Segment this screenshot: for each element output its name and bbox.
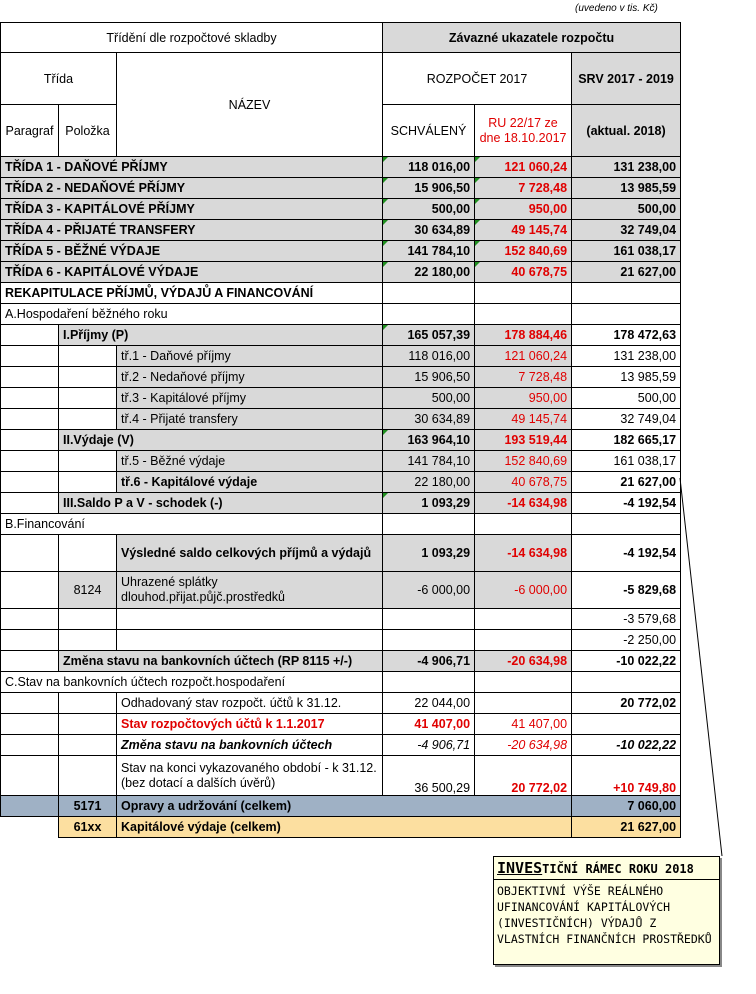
row-label: tř.4 - Přijaté transfery (117, 409, 383, 430)
value-schvaleny: -4 906,71 (383, 735, 475, 756)
row-label: TŘÍDA 1 - DAŇOVÉ PŘÍJMY (1, 157, 383, 178)
value-srv: -4 192,54 (572, 535, 681, 572)
value-ru: -20 634,98 (475, 735, 572, 756)
header-rozpocet: ROZPOČET 2017 (383, 53, 572, 105)
value-schvaleny: 1 093,29 (383, 493, 475, 514)
value-ru: 121 060,24 (475, 346, 572, 367)
value-ru: 49 145,74 (475, 409, 572, 430)
row-label: I.Příjmy (P) (59, 325, 383, 346)
polozka-code: 8124 (59, 572, 117, 609)
value-srv: 500,00 (572, 199, 681, 220)
value-srv: 32 749,04 (572, 220, 681, 241)
value-schvaleny: 118 016,00 (383, 157, 475, 178)
value-srv: 21 627,00 (572, 262, 681, 283)
value-ru: 41 407,00 (475, 714, 572, 735)
section-b: B.Financování (1, 514, 383, 535)
row-label: tř.2 - Nedaňové příjmy (117, 367, 383, 388)
value-srv: 178 472,63 (572, 325, 681, 346)
value-schvaleny: 22 180,00 (383, 262, 475, 283)
value-schvaleny: 500,00 (383, 199, 475, 220)
value-schvaleny: 30 634,89 (383, 220, 475, 241)
section-a: A.Hospodaření běžného roku (1, 304, 383, 325)
value-schvaleny: 500,00 (383, 388, 475, 409)
value-schvaleny: 141 784,10 (383, 241, 475, 262)
value-schvaleny: 30 634,89 (383, 409, 475, 430)
value-srv: -10 022,22 (572, 651, 681, 672)
value-srv: 161 038,17 (572, 241, 681, 262)
row-label: Změna stavu na bankovních účtech (117, 735, 383, 756)
value-srv: +10 749,80 (572, 756, 681, 796)
polozka-code: 5171 (59, 796, 117, 817)
comment-body: OBJEKTIVNÍ VÝŠE REÁLNÉHO UFINANCOVÁNÍ KAPITÁLOVÝCH (INVESTIČNÍCH) VÝDAJŮ Z VLASTNÍCH FINANČNÍCH PROSTŘEDKŮ (497, 884, 712, 946)
row-label: TŘÍDA 4 - PŘIJATÉ TRANSFERY (1, 220, 383, 241)
section-rekapitulace: REKAPITULACE PŘÍJMŮ, VÝDAJŮ A FINANCOVÁNÍ (1, 283, 383, 304)
row-label: Výsledné saldo celkových příjmů a výdajů (117, 535, 383, 572)
value-schvaleny: 36 500,29 (383, 756, 475, 796)
row-label: tř.1 - Daňové příjmy (117, 346, 383, 367)
value-ru: 193 519,44 (475, 430, 572, 451)
value-srv: 131 238,00 (572, 157, 681, 178)
value-srv: 32 749,04 (572, 409, 681, 430)
comment-title-big: INVES (497, 859, 543, 877)
comment-box (493, 856, 720, 965)
value-schvaleny: 15 906,50 (383, 367, 475, 388)
value-srv: -3 579,68 (572, 609, 681, 630)
value-ru: 950,00 (475, 388, 572, 409)
value-srv: 20 772,02 (572, 693, 681, 714)
row-label: TŘÍDA 3 - KAPITÁLOVÉ PŘÍJMY (1, 199, 383, 220)
row-label: TŘÍDA 2 - NEDAŇOVÉ PŘÍJMY (1, 178, 383, 199)
value-srv: 500,00 (572, 388, 681, 409)
row-label: Odhadovaný stav rozpočt. účtů k 31.12. (117, 693, 383, 714)
row-label: Stav rozpočtových účtů k 1.1.2017 (117, 714, 383, 735)
polozka-code: 61xx (59, 817, 117, 838)
header-classification: Třídění dle rozpočtové skladby (1, 23, 383, 53)
value-ru: 121 060,24 (475, 157, 572, 178)
row-label: tř.6 - Kapitálové výdaje (117, 472, 383, 493)
row-label: TŘÍDA 6 - KAPITÁLOVÉ VÝDAJE (1, 262, 383, 283)
value-schvaleny: 165 057,39 (383, 325, 475, 346)
value-srv: -5 829,68 (572, 572, 681, 609)
row-label: Změna stavu na bankovních účtech (RP 8115 +/-) (59, 651, 383, 672)
value-ru: 950,00 (475, 199, 572, 220)
value-schvaleny: 163 964,10 (383, 430, 475, 451)
value-schvaleny: -6 000,00 (383, 572, 475, 609)
row-label: tř.3 - Kapitálové příjmy (117, 388, 383, 409)
header-ru: RU 22/17 ze dne 18.10.2017 (475, 105, 572, 157)
value-ru: -14 634,98 (475, 493, 572, 514)
value-ru: -6 000,00 (475, 572, 572, 609)
header-binding: Závazné ukazatele rozpočtu (383, 23, 681, 53)
value-srv: 13 985,59 (572, 178, 681, 199)
value-schvaleny: 15 906,50 (383, 178, 475, 199)
value-ru: 49 145,74 (475, 220, 572, 241)
value-srv: 131 238,00 (572, 346, 681, 367)
value-ru: 152 840,69 (475, 451, 572, 472)
row-label: TŘÍDA 5 - BĚŽNÉ VÝDAJE (1, 241, 383, 262)
value-schvaleny: 118 016,00 (383, 346, 475, 367)
header-nazev: NÁZEV (117, 53, 383, 157)
header-schvaleny: SCHVÁLENÝ (383, 105, 475, 157)
row-label: III.Saldo P a V - schodek (-) (59, 493, 383, 514)
value-ru: 40 678,75 (475, 262, 572, 283)
header-paragraf: Paragraf (1, 105, 59, 157)
value-srv: -2 250,00 (572, 630, 681, 651)
header-polozka: Položka (59, 105, 117, 157)
header-srv: SRV 2017 - 2019 (572, 53, 681, 105)
value-srv: 161 038,17 (572, 451, 681, 472)
row-label: Opravy a udržování (celkem) (117, 796, 572, 817)
value-srv: -4 192,54 (572, 493, 681, 514)
comment-title (494, 857, 719, 880)
value-schvaleny: 141 784,10 (383, 451, 475, 472)
unit-note: (uvedeno v tis. Kč) (575, 3, 658, 14)
row-label: Stav na konci vykazovaného období - k 31.12. (bez dotací a dalších úvěrů) (117, 756, 383, 796)
value-ru: 152 840,69 (475, 241, 572, 262)
comment-title-rest: TIČNÍ RÁMEC ROKU 2018 (542, 862, 694, 876)
header-aktual: (aktual. 2018) (572, 105, 681, 157)
value-ru: -20 634,98 (475, 651, 572, 672)
value-schvaleny: 22 180,00 (383, 472, 475, 493)
value-srv: 13 985,59 (572, 367, 681, 388)
value-ru: -14 634,98 (475, 535, 572, 572)
value-ru: 40 678,75 (475, 472, 572, 493)
value-srv: 21 627,00 (572, 817, 681, 838)
value-srv: 7 060,00 (572, 796, 681, 817)
row-label: Uhrazené splátky dlouhod.přijat.půjč.prostředků (117, 572, 383, 609)
header-trida: Třída (1, 53, 117, 105)
value-schvaleny: 41 407,00 (383, 714, 475, 735)
value-srv: 182 665,17 (572, 430, 681, 451)
value-schvaleny: -4 906,71 (383, 651, 475, 672)
section-c: C.Stav na bankovních účtech rozpočt.hospodaření (1, 672, 383, 693)
row-label: II.Výdaje (V) (59, 430, 383, 451)
value-schvaleny: 22 044,00 (383, 693, 475, 714)
value-ru: 7 728,48 (475, 178, 572, 199)
value-schvaleny: 1 093,29 (383, 535, 475, 572)
value-ru: 7 728,48 (475, 367, 572, 388)
row-label: tř.5 - Běžné výdaje (117, 451, 383, 472)
value-ru: 178 884,46 (475, 325, 572, 346)
value-ru: 20 772,02 (475, 756, 572, 796)
value-srv: -10 022,22 (572, 735, 681, 756)
row-label: Kapitálové výdaje (celkem) (117, 817, 572, 838)
value-srv: 21 627,00 (572, 472, 681, 493)
